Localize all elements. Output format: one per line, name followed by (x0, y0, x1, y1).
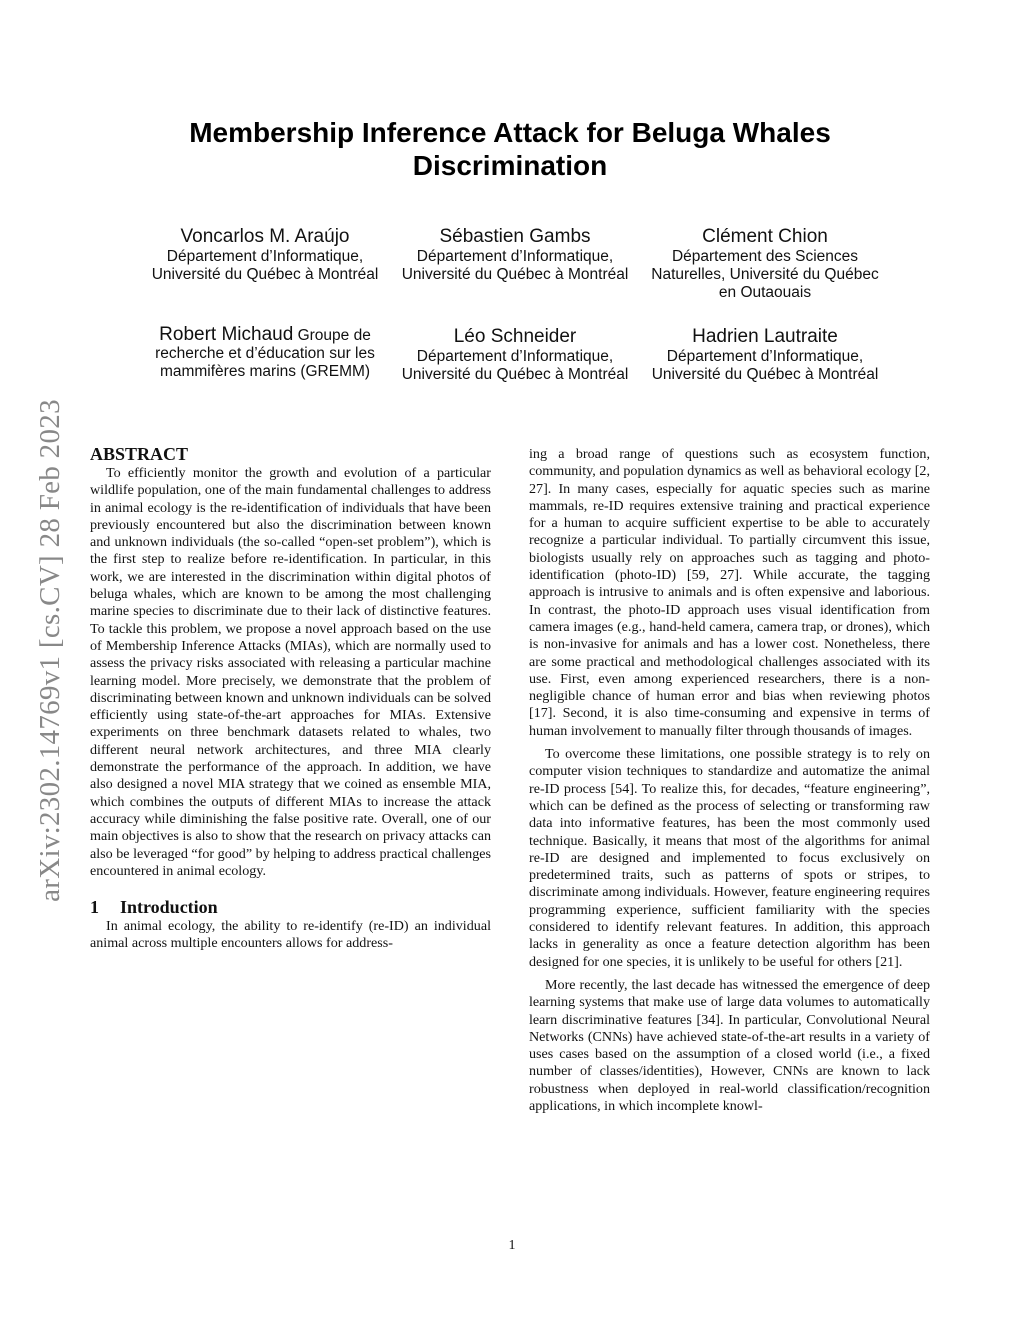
author-entry (145, 226, 385, 302)
author-name: Robert Michaud (159, 324, 294, 345)
author-name: Léo Schneider (453, 326, 577, 347)
abstract-heading: ABSTRACT (90, 444, 189, 464)
paper-title: Membership Inference Attack for Beluga Whales Discrimination (189, 117, 831, 181)
introduction-paragraph: ing a broad range of questions such as ecosystem function, community, and population dynamics as well as behavioral ecology [2, 27]. In many cases, especially for aquatic species such as marine mammals, re-ID requires extensive training and practical experience for a human to acquire sufficient expertise to be able to accurately recognize a particular individual. To partially circumvent this issue, biologists usually rely on approaches such as tagging and photo-identification (photo-ID) [59, 27]. While accurate, the tagging approach is intrusive to animals and is often expensive and laborious. In contrast, the photo-ID approach uses visual identification from camera images (e.g., hand-held camera, camera trap, or drones), which is non-invasive for animals and has a lower cost. Nonetheless, there are some practical and methodological challenges associated with its use. First, even among experienced researchers, there is a non-negligible chance of human error and bias when reviewing photos [17]. Second, it is also time-consuming and expensive in terms of human involvement to manually filter through thousands of images. (529, 446, 930, 739)
author-affiliation: Groupe de recherche et d’éducation sur les mammifères marins (GREMM) (155, 327, 375, 380)
author-name: Sébastien Gambs (439, 226, 591, 247)
author-name: Hadrien Lautraite (692, 326, 838, 347)
author-block (145, 226, 885, 384)
author-affiliation: Département des Sciences Naturelles, Université du Québec en Outaouais (651, 248, 879, 301)
author-affiliation: Département d’Informatique, Université du Québec à Montréal (401, 348, 629, 383)
author-entry (645, 326, 885, 384)
page-number: 1 (508, 1238, 516, 1253)
author-row (145, 326, 885, 384)
author-affiliation: Département d’Informatique, Université du Québec à Montréal (151, 248, 379, 283)
section-number: 1 (90, 897, 99, 918)
author-affiliation: Département d’Informatique, Université du Québec à Montréal (401, 248, 629, 283)
section-title: Introduction (120, 897, 218, 918)
arxiv-id-text: arXiv:2302.14769v1 [cs.CV] 28 Feb 2023 (34, 398, 66, 902)
author-name: Voncarlos M. Araújo (180, 226, 350, 247)
left-column (90, 443, 491, 953)
abstract-text: To efficiently monitor the growth and evolution of a particular wildlife population, one of the main fundamental challenges to address in animal ecology is the re-identification of individuals that have been previously encountered but also the discrimination between known and unknown individuals (the so-called “open-set problem”), which is the first step to realize before re-identification. In particular, in this work, we are interested in the discrimination within digital photos of beluga whales, which are known to be among the most challenging marine species to discriminate due to their lack of distinctive features. To tackle this problem, we propose a novel approach based on the use of Membership Inference Attacks (MIAs), which are normally used to assess the privacy risks associated with releasing a particular machine learning model. More precisely, we demonstrate that the problem of discriminating between known and unknown individuals can be solved efficiently using state-of-the-art approaches for MIAs. Extensive experiments on three benchmark datasets related to whales, two different neural network architectures, and three MIA clearly demonstrate the performance of the approach. In addition, we have also designed a novel MIA strategy that we coined as ensemble MIA, which combines the outputs of different MIAs to increase the attack accuracy while diminishing the false positive rate. Overall, one of our main objectives is also to show that the research on privacy attacks can also be leveraged “for good” by helping to address practical challenges encountered in animal ecology. (90, 465, 491, 879)
arxiv-identifier-stamp (28, 355, 73, 945)
author-entry (395, 326, 635, 384)
author-entry (145, 326, 385, 384)
introduction-paragraph: To overcome these limitations, one possible strategy is to rely on computer vision techniques to standardize and automatize the animal re-ID process [54]. To realize this, for decades, “feature engineering”, which can be defined as the process of selecting or transforming raw data into informative features, has been the most commonly used technique. Basically, it means that most of the algorithms for animal re-ID are designed and implemented to focus exclusively on predetermined traits, such as patterns of spots or stripes, to discriminate among individuals. However, feature engineering requires programming experience, sufficient familiarity with the species considered to identify relevant features. In addition, this approach lacks in generality as once a feature detection algorithm has been designed for one species, it is unlikely to be useful for others [21]. (529, 746, 930, 970)
right-column (529, 446, 930, 1115)
author-affiliation: Département d’Informatique, Université du Québec à Montréal (651, 348, 879, 383)
author-row (145, 226, 885, 302)
author-name: Clément Chion (702, 226, 828, 247)
introduction-paragraph: More recently, the last decade has witnessed the emergence of deep learning systems that make use of large data volumes to automatically learn discriminative features [34]. In particular, Convolutional Neural Networks (CNNs) have achieved state-of-the-art results in a variety of uses cases based on the assumption of a closed world (i.e., a fixed number of classes/identities), However, CNNs are known to lack robustness when deployed in real-world classification/recognition applications, in which incomplete knowl- (529, 976, 930, 1114)
introduction-paragraph: In animal ecology, the ability to re-identify (re-ID) an individual animal across multiple encounters allows for address- (90, 918, 491, 952)
introduction-heading (90, 896, 491, 918)
author-entry (645, 226, 885, 302)
author-entry (395, 226, 635, 302)
